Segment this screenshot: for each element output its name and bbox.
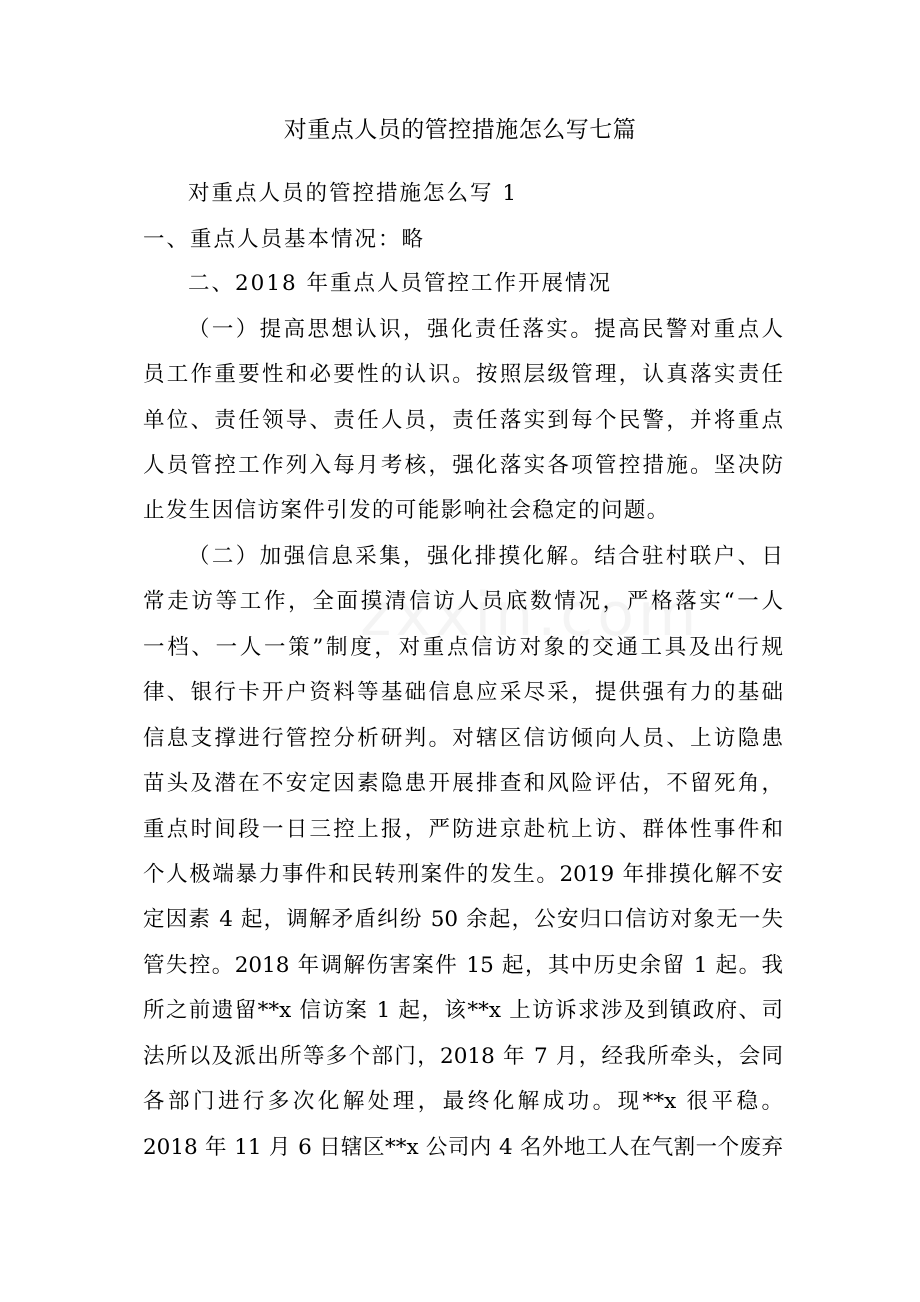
paragraph-2-line-9: 定因素 4 起，调解矛盾纠纷 50 余起，公安归口信访对象无一失 — [143, 907, 783, 932]
section-heading-1: 一、重点人员基本情况：略 — [143, 227, 426, 252]
paragraph-2-line-3: 一档、一人一策”制度，对重点信访对象的交通工具及出行规 — [143, 635, 783, 660]
paragraph-1-line-4: 人员管控工作列入每月考核，强化落实各项管控措施。坚决防 — [143, 453, 783, 478]
paragraph-1-line-3: 单位、责任领导、责任人员，责任落实到每个民警，并将重点 — [143, 408, 783, 433]
paragraph-2-line-7: 重点时间段一日三控上报，严防进京赴杭上访、群体性事件和 — [143, 817, 783, 842]
paragraph-1-line-2: 员工作重要性和必要性的认识。按照层级管理，认真落实责任 — [143, 362, 783, 387]
paragraph-2-line-13: 各部门进行多次化解处理，最终化解成功。现**x 很平稳。 — [143, 1089, 783, 1114]
paragraph-2-line-10: 管失控。2018 年调解伤害案件 15 起，其中历史余留 1 起。我 — [143, 953, 783, 978]
paragraph-2-line-4: 律、银行卡开户资料等基础信息应采尽采，提供强有力的基础 — [143, 680, 783, 705]
paragraph-1-line-5: 止发生因信访案件引发的可能影响社会稳定的问题。 — [143, 498, 670, 523]
paragraph-2-line-14: 2018 年 11 月 6 日辖区**x 公司内 4 名外地工人在气割一个废弃 — [143, 1135, 783, 1160]
paragraph-2-line-11: 所之前遗留**x 信访案 1 起，该**x 上访诉求涉及到镇政府、司 — [143, 998, 783, 1023]
paragraph-2-line-2: 常走访等工作，全面摸清信访人员底数情况，严格落实“一人 — [143, 589, 783, 614]
paragraph-2-line-5: 信息支撑进行管控分析研判。对辖区信访倾向人员、上访隐患 — [143, 726, 783, 751]
paragraph-2-line-12: 法所以及派出所等多个部门，2018 年 7 月，经我所牵头，会同 — [143, 1044, 783, 1069]
paragraph-2-line-1: （二）加强信息采集，强化排摸化解。结合驻村联户、日 — [188, 544, 783, 569]
section-heading-2: 二、2018 年重点人员管控工作开展情况 — [188, 271, 613, 296]
paragraph-2-line-8: 个人极端暴力事件和民转刑案件的发生。2019 年排摸化解不安 — [143, 862, 783, 887]
article-subtitle: 对重点人员的管控措施怎么写 1 — [188, 181, 519, 206]
paragraph-1-line-1: （一）提高思想认识，强化责任落实。提高民警对重点人 — [188, 317, 783, 342]
paragraph-2-line-6: 苗头及潜在不安定因素隐患开展排查和风险评估，不留死角， — [143, 771, 783, 796]
document-title: 对重点人员的管控措施怎么写七篇 — [283, 117, 637, 143]
